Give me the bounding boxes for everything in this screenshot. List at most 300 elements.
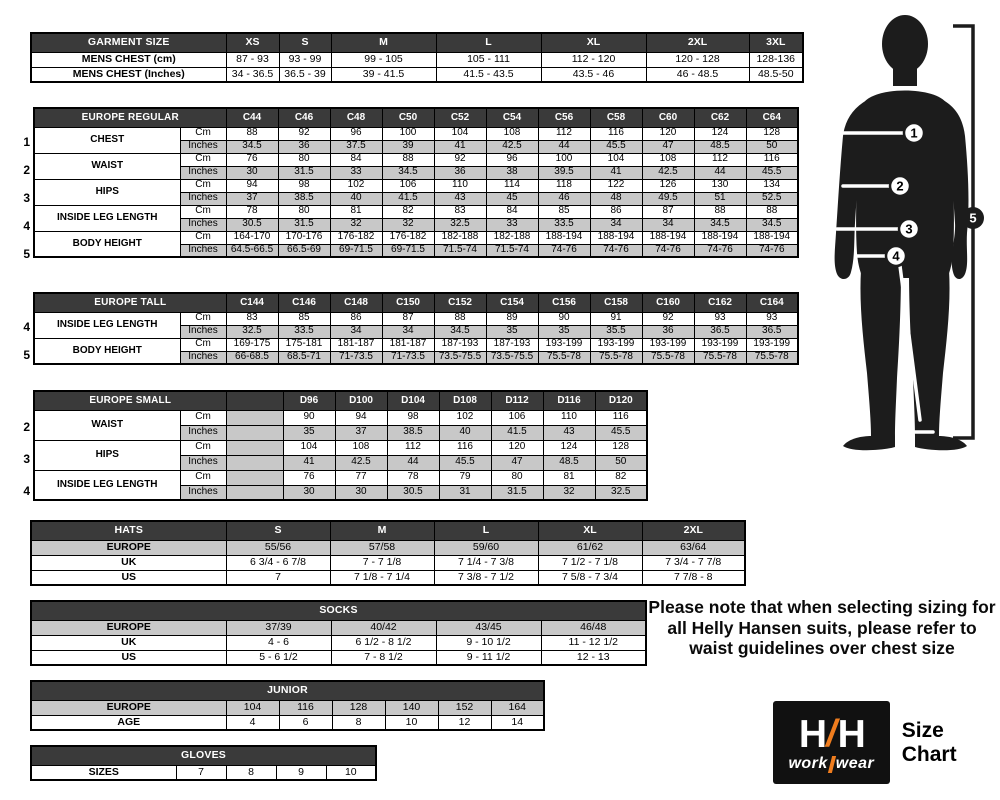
cell: 36.5 - 39	[279, 67, 331, 82]
cell: 116	[595, 410, 647, 425]
cell: 4 - 6	[226, 635, 331, 650]
measure-number: 5	[23, 247, 30, 261]
cell: 36	[278, 140, 330, 153]
cell: 91	[590, 312, 642, 325]
cell: 88	[382, 153, 434, 166]
cell: 45	[486, 192, 538, 205]
unit-label: Inches	[180, 140, 226, 153]
measure-number-gutter	[17, 390, 33, 507]
cell: 85	[278, 312, 330, 325]
cell: 36	[642, 325, 694, 338]
cell: 74-76	[590, 244, 642, 257]
marker-chest-icon	[904, 123, 924, 143]
cell: 33	[486, 218, 538, 231]
row-label: SIZES	[31, 765, 176, 780]
cell: 116	[590, 127, 642, 140]
cell: 188-194	[590, 231, 642, 244]
table-title: EUROPE REGULAR	[34, 108, 226, 127]
column-header: C152	[434, 293, 486, 312]
row-label: INSIDE LEG LENGTH	[34, 470, 180, 500]
cell: 7 1/4 - 7 3/8	[434, 555, 538, 570]
cell: 48.5	[543, 455, 595, 470]
cell: 45.5	[746, 166, 798, 179]
column-header: C48	[330, 108, 382, 127]
measure-number: 4	[23, 219, 30, 233]
cell: 90	[283, 410, 335, 425]
marker-waist-icon	[890, 176, 910, 196]
column-header: C160	[642, 293, 694, 312]
gloves-table	[30, 745, 377, 781]
cell: 7 5/8 - 7 3/4	[538, 570, 642, 585]
cell: 50	[595, 455, 647, 470]
column-header: C162	[694, 293, 746, 312]
cell: 100	[382, 127, 434, 140]
cell: 88	[226, 127, 278, 140]
spacer-cell	[226, 425, 283, 440]
cell: 87	[382, 312, 434, 325]
unit-label: Inches	[180, 351, 226, 364]
table-title: HATS	[31, 521, 226, 540]
cell: 182-188	[434, 231, 486, 244]
unit-label: Cm	[180, 338, 226, 351]
cell: 75.5-78	[590, 351, 642, 364]
measure-number-gutter	[17, 292, 33, 369]
logo-h-right: H	[837, 712, 864, 756]
cell: 83	[226, 312, 278, 325]
cell: 181-187	[382, 338, 434, 351]
cell: 81	[330, 205, 382, 218]
cell: 96	[330, 127, 382, 140]
europe-regular-block	[17, 107, 799, 268]
cell: 193-199	[590, 338, 642, 351]
unit-label: Cm	[180, 179, 226, 192]
cell: 35	[283, 425, 335, 440]
row-label: UK	[31, 635, 226, 650]
cell: 36	[434, 166, 486, 179]
cell: 71.5-74	[434, 244, 486, 257]
svg-text:1: 1	[910, 125, 918, 141]
column-header: D96	[283, 391, 335, 410]
cell: 55/56	[226, 540, 330, 555]
cell: 32	[382, 218, 434, 231]
column-header: C52	[434, 108, 486, 127]
measure-number: 1	[23, 135, 30, 149]
cell: 66.5-69	[278, 244, 330, 257]
cell: 47	[491, 455, 543, 470]
row-label: MENS CHEST (cm)	[31, 52, 226, 67]
column-header: C54	[486, 108, 538, 127]
row-label: WAIST	[34, 410, 180, 440]
cell: 7	[176, 765, 226, 780]
cell: 71-73.5	[330, 351, 382, 364]
cell: 102	[330, 179, 382, 192]
cell: 116	[746, 153, 798, 166]
cell: 93 - 99	[279, 52, 331, 67]
measure-number: 3	[23, 452, 30, 466]
cell: 42.5	[486, 140, 538, 153]
cell: 57/58	[330, 540, 434, 555]
cell: 36.5	[746, 325, 798, 338]
unit-label: Inches	[180, 325, 226, 338]
cell: 187-193	[486, 338, 538, 351]
cell: 104	[434, 127, 486, 140]
row-label: US	[31, 650, 226, 665]
garment-size-table	[30, 32, 804, 83]
cell: 34.5	[746, 218, 798, 231]
row-label: HIPS	[34, 179, 180, 205]
cell: 128	[595, 440, 647, 455]
row-label: MENS CHEST (Inches)	[31, 67, 226, 82]
cell: 100	[538, 153, 590, 166]
svg-text:4: 4	[892, 248, 900, 264]
cell: 43.5 - 46	[541, 67, 646, 82]
cell: 93	[694, 312, 746, 325]
column-header: XL	[541, 33, 646, 52]
cell: 30.5	[387, 485, 439, 500]
cell: 7 3/8 - 7 1/2	[434, 570, 538, 585]
cell: 88	[746, 205, 798, 218]
cell: 110	[543, 410, 595, 425]
cell: 73.5-75.5	[434, 351, 486, 364]
unit-label: Inches	[180, 166, 226, 179]
unit-label: Cm	[180, 440, 226, 455]
cell: 8	[332, 715, 385, 730]
measure-number: 3	[23, 191, 30, 205]
cell: 69-71.5	[330, 244, 382, 257]
cell: 74-76	[642, 244, 694, 257]
spacer-cell	[226, 455, 283, 470]
logo-row	[773, 701, 1000, 784]
cell: 83	[434, 205, 486, 218]
cell: 188-194	[746, 231, 798, 244]
cell: 89	[486, 312, 538, 325]
unit-label: Inches	[180, 244, 226, 257]
svg-text:5: 5	[969, 210, 977, 226]
unit-label: Cm	[180, 410, 226, 425]
logo-slash: /	[826, 713, 837, 755]
unit-label: Inches	[180, 485, 226, 500]
column-header: D104	[387, 391, 439, 410]
column-header: C144	[226, 293, 278, 312]
cell: 42.5	[335, 455, 387, 470]
cell: 78	[226, 205, 278, 218]
marker-hips-icon	[899, 219, 919, 239]
row-label: US	[31, 570, 226, 585]
column-header: M	[330, 521, 434, 540]
cell: 10	[326, 765, 376, 780]
europe-tall-table	[33, 292, 799, 365]
cell: 74-76	[746, 244, 798, 257]
cell: 41	[590, 166, 642, 179]
cell: 39.5	[538, 166, 590, 179]
cell: 34.5	[694, 218, 746, 231]
cell: 14	[491, 715, 544, 730]
cell: 44	[694, 166, 746, 179]
cell: 45.5	[590, 140, 642, 153]
table-title: EUROPE SMALL	[34, 391, 226, 410]
column-header: C146	[278, 293, 330, 312]
row-label: EUROPE	[31, 620, 226, 635]
cell: 84	[330, 153, 382, 166]
marker-inside-leg-icon	[886, 246, 906, 266]
row-label: EUROPE	[31, 540, 226, 555]
cell: 69-71.5	[382, 244, 434, 257]
cell: 76	[283, 470, 335, 485]
cell: 152	[438, 700, 491, 715]
cell: 75.5-78	[694, 351, 746, 364]
cell: 43/45	[436, 620, 541, 635]
europe-tall-block	[17, 292, 799, 369]
row-label: INSIDE LEG LENGTH	[34, 312, 180, 338]
row-label: UK	[31, 555, 226, 570]
cell: 32.5	[434, 218, 486, 231]
column-header: S	[279, 33, 331, 52]
cell: 102	[439, 410, 491, 425]
cell: 41.5 - 43.5	[436, 67, 541, 82]
cell: 193-199	[694, 338, 746, 351]
cell: 73.5-75.5	[486, 351, 538, 364]
cell: 7 3/4 - 7 7/8	[642, 555, 745, 570]
cell: 59/60	[434, 540, 538, 555]
cell: 128-136	[749, 52, 803, 67]
column-header: C148	[330, 293, 382, 312]
cell: 31.5	[278, 218, 330, 231]
cell: 35.5	[590, 325, 642, 338]
column-header: C150	[382, 293, 434, 312]
column-header: C58	[590, 108, 642, 127]
cell: 41.5	[382, 192, 434, 205]
cell: 43	[434, 192, 486, 205]
cell: 8	[226, 765, 276, 780]
column-header: C46	[278, 108, 330, 127]
cell: 112	[387, 440, 439, 455]
cell: 81	[543, 470, 595, 485]
cell: 88	[694, 205, 746, 218]
cell: 12	[438, 715, 491, 730]
cell: 9	[276, 765, 326, 780]
cell: 36.5	[694, 325, 746, 338]
cell: 94	[335, 410, 387, 425]
cell: 64.5-66.5	[226, 244, 278, 257]
cell: 37/39	[226, 620, 331, 635]
cell: 47	[642, 140, 694, 153]
cell: 90	[538, 312, 590, 325]
cell: 92	[434, 153, 486, 166]
column-header: D120	[595, 391, 647, 410]
cell: 9 - 11 1/2	[436, 650, 541, 665]
column-header: S	[226, 521, 330, 540]
cell: 120	[491, 440, 543, 455]
unit-label: Inches	[180, 192, 226, 205]
europe-small-table	[33, 390, 648, 501]
cell: 32	[330, 218, 382, 231]
cell: 124	[694, 127, 746, 140]
cell: 33	[330, 166, 382, 179]
cell: 84	[486, 205, 538, 218]
cell: 80	[491, 470, 543, 485]
cell: 49.5	[642, 192, 694, 205]
column-header: C44	[226, 108, 278, 127]
cell: 10	[385, 715, 438, 730]
cell: 170-176	[278, 231, 330, 244]
cell: 78	[387, 470, 439, 485]
column-header: C158	[590, 293, 642, 312]
cell: 110	[434, 179, 486, 192]
cell: 140	[385, 700, 438, 715]
cell: 44	[387, 455, 439, 470]
cell: 75.5-78	[746, 351, 798, 364]
cell: 46 - 48.5	[646, 67, 749, 82]
cell: 80	[278, 205, 330, 218]
cell: 52.5	[746, 192, 798, 205]
cell: 104	[590, 153, 642, 166]
row-label: WAIST	[34, 153, 180, 179]
cell: 79	[439, 470, 491, 485]
cell: 86	[590, 205, 642, 218]
cell: 120 - 128	[646, 52, 749, 67]
cell: 9 - 10 1/2	[436, 635, 541, 650]
header-spacer	[226, 391, 283, 410]
table-title: SOCKS	[31, 601, 646, 620]
cell: 128	[746, 127, 798, 140]
cell: 30	[283, 485, 335, 500]
column-header: D100	[335, 391, 387, 410]
cell: 85	[538, 205, 590, 218]
cell: 48.5-50	[749, 67, 803, 82]
marker-body-height-icon	[962, 207, 984, 229]
cell: 74-76	[694, 244, 746, 257]
svg-text:3: 3	[905, 221, 913, 237]
cell: 34.5	[434, 325, 486, 338]
cell: 112	[538, 127, 590, 140]
cell: 46/48	[541, 620, 646, 635]
cell: 182-188	[486, 231, 538, 244]
size-chart-title: Size Chart	[901, 718, 957, 766]
cell: 51	[694, 192, 746, 205]
column-header: C64	[746, 108, 798, 127]
column-header: 3XL	[749, 33, 803, 52]
cell: 39 - 41.5	[331, 67, 436, 82]
cell: 114	[486, 179, 538, 192]
cell: 45.5	[595, 425, 647, 440]
cell: 7 1/8 - 7 1/4	[330, 570, 434, 585]
cell: 75.5-78	[538, 351, 590, 364]
table-title: JUNIOR	[31, 681, 544, 700]
measure-number: 4	[23, 320, 30, 334]
cell: 98	[278, 179, 330, 192]
row-label: CHEST	[34, 127, 180, 153]
cell: 106	[491, 410, 543, 425]
cell: 33.5	[538, 218, 590, 231]
table-title: GLOVES	[31, 746, 376, 765]
cell: 34	[642, 218, 694, 231]
cell: 34 - 36.5	[226, 67, 279, 82]
unit-label: Inches	[180, 425, 226, 440]
column-header: C62	[694, 108, 746, 127]
cell: 30.5	[226, 218, 278, 231]
cell: 77	[335, 470, 387, 485]
cell: 118	[538, 179, 590, 192]
logo-h-left: H	[798, 712, 826, 756]
cell: 11 - 12 1/2	[541, 635, 646, 650]
column-header: D108	[439, 391, 491, 410]
cell: 7 7/8 - 8	[642, 570, 745, 585]
measure-number: 2	[23, 420, 30, 434]
logo-work-label: work	[788, 755, 828, 772]
cell: 108	[486, 127, 538, 140]
cell: 34	[330, 325, 382, 338]
cell: 33.5	[278, 325, 330, 338]
europe-regular-table	[33, 107, 799, 258]
logo-workwear-text	[788, 756, 874, 773]
cell: 112	[694, 153, 746, 166]
cell: 40	[439, 425, 491, 440]
cell: 48	[590, 192, 642, 205]
column-header: C50	[382, 108, 434, 127]
cell: 7 - 7 1/8	[330, 555, 434, 570]
cell: 31.5	[491, 485, 543, 500]
row-label: AGE	[31, 715, 226, 730]
cell: 35	[486, 325, 538, 338]
hh-workwear-logo	[773, 701, 890, 784]
spacer-cell	[226, 410, 283, 425]
cell: 35	[538, 325, 590, 338]
cell: 37	[226, 192, 278, 205]
cell: 164	[491, 700, 544, 715]
cell: 12 - 13	[541, 650, 646, 665]
sizing-note: Please note that when selecting sizing for all Helly Hansen suits, please refer to waist guidelines over chest size	[648, 597, 996, 659]
cell: 176-182	[330, 231, 382, 244]
cell: 44	[538, 140, 590, 153]
cell: 31	[439, 485, 491, 500]
spacer-cell	[226, 470, 283, 485]
cell: 169-175	[226, 338, 278, 351]
measure-number: 4	[23, 484, 30, 498]
unit-label: Cm	[180, 231, 226, 244]
cell: 188-194	[694, 231, 746, 244]
cell: 71-73.5	[382, 351, 434, 364]
unit-label: Cm	[180, 153, 226, 166]
cell: 164-170	[226, 231, 278, 244]
measure-number-gutter	[17, 107, 33, 268]
spacer-cell	[226, 485, 283, 500]
hh-logo-letters	[798, 712, 864, 756]
row-label: BODY HEIGHT	[34, 231, 180, 257]
cell: 87 - 93	[226, 52, 279, 67]
cell: 116	[279, 700, 332, 715]
row-label: EUROPE	[31, 700, 226, 715]
cell: 61/62	[538, 540, 642, 555]
cell: 37	[335, 425, 387, 440]
row-label: INSIDE LEG LENGTH	[34, 205, 180, 231]
europe-small-block	[17, 390, 648, 507]
cell: 124	[543, 440, 595, 455]
cell: 37.5	[330, 140, 382, 153]
column-header: C56	[538, 108, 590, 127]
unit-label: Inches	[180, 455, 226, 470]
column-header: D116	[543, 391, 595, 410]
cell: 82	[382, 205, 434, 218]
unit-label: Cm	[180, 205, 226, 218]
cell: 193-199	[746, 338, 798, 351]
cell: 112 - 120	[541, 52, 646, 67]
cell: 43	[543, 425, 595, 440]
cell: 68.5-71	[278, 351, 330, 364]
cell: 130	[694, 179, 746, 192]
column-header: XL	[538, 521, 642, 540]
body-measurement-figure	[813, 8, 988, 458]
cell: 6	[279, 715, 332, 730]
